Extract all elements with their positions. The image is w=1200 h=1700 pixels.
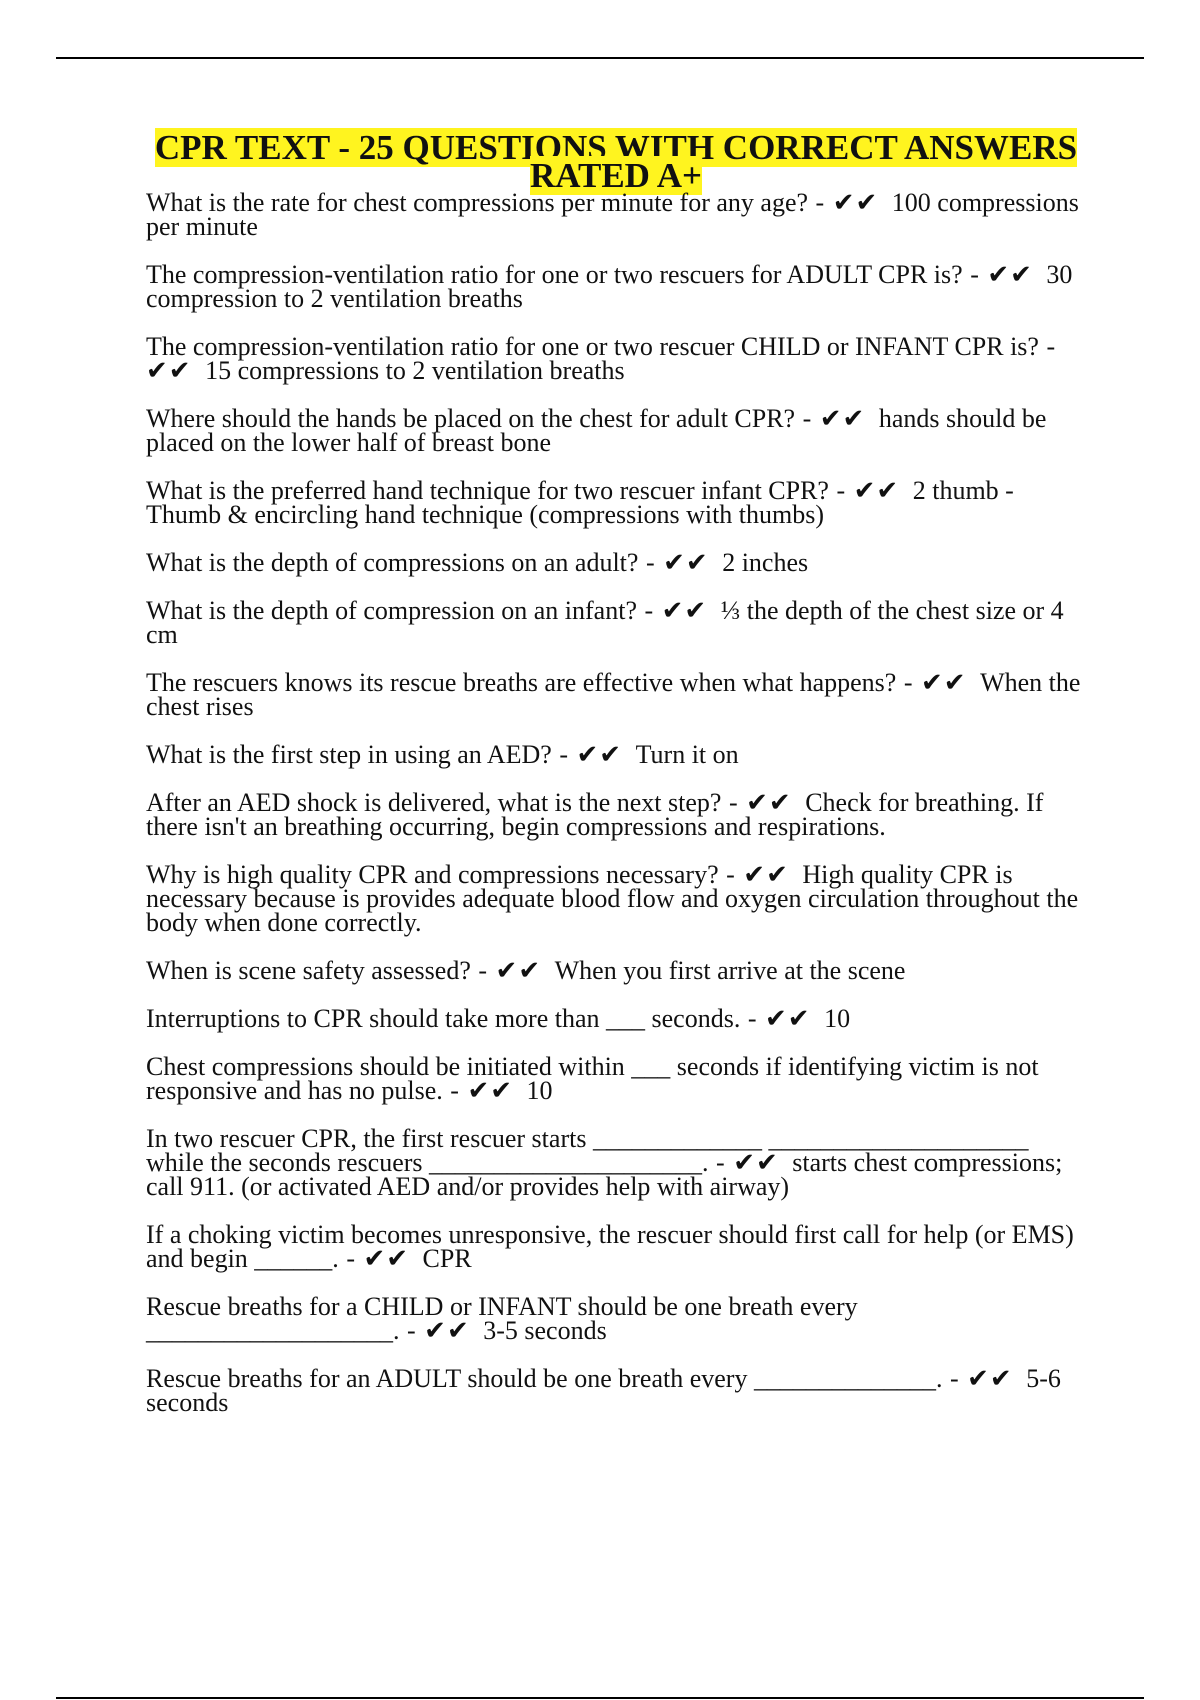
qa-item (146, 1220, 1091, 1273)
question-text: What is the depth of compression on an infant? (146, 596, 637, 625)
check-marks-separator: - ✔✔ (338, 1244, 417, 1273)
qa-item (146, 404, 1091, 457)
question-text: What is the preferred hand technique for two rescuer infant CPR? (146, 476, 829, 505)
check-marks-separator: - ✔✔ (636, 596, 715, 625)
question-text: What is the first step in using an AED? (146, 740, 552, 769)
question-text: Why is high quality CPR and compressions necessary? (146, 860, 719, 889)
question-text: The rescuers knows its rescue breaths are effective when what happens? (146, 668, 897, 697)
check-marks-separator: - ✔✔ (896, 668, 975, 697)
check-marks-separator: - ✔✔ (399, 1316, 478, 1345)
question-text: Chest compressions should be initiated within ___ seconds if identifying victim is not responsive and has no pulse. (146, 1052, 1039, 1105)
qa-item (146, 596, 1091, 649)
check-marks-separator: - ✔✔ (718, 860, 797, 889)
check-marks-separator: - ✔✔ (942, 1364, 1021, 1393)
question-text: After an AED shock is delivered, what is the next step? (146, 788, 722, 817)
qa-item (146, 668, 1091, 721)
check-marks-separator: - ✔✔ (962, 260, 1041, 289)
question-text: In two rescuer CPR, the first rescuer starts _____________ ____________________ while the seconds rescuers _____________________. (146, 1124, 1029, 1177)
answer-text: ⅓ the depth of the chest size or 4 cm (146, 596, 1064, 649)
answer-text: Check for breathing. If there isn't an breathing occurring, begin compressions and respirations. (146, 788, 1044, 841)
qa-item (146, 1124, 1091, 1201)
question-text: The compression-ventilation ratio for one or two rescuers for ADULT CPR is? (146, 260, 963, 289)
check-marks-separator: - ✔✔ (470, 956, 549, 985)
check-marks-separator: - ✔✔ (828, 476, 907, 505)
qa-item (146, 1292, 1091, 1345)
question-text: Where should the hands be placed on the chest for adult CPR? (146, 404, 796, 433)
answer-text: 10 (824, 1004, 851, 1033)
answer-text: 100 compressions per minute (146, 188, 1079, 241)
question-text: Rescue breaths for an ADULT should be one breath every ______________. (146, 1364, 943, 1393)
check-marks-separator: - ✔✔ (146, 332, 1057, 385)
check-marks-separator: - ✔✔ (708, 1148, 787, 1177)
answer-text: When the chest rises (146, 668, 1081, 721)
qa-item (146, 188, 1091, 241)
qa-item (146, 260, 1091, 313)
qa-item (146, 1052, 1091, 1105)
check-marks-separator: - ✔✔ (795, 404, 873, 433)
page-top-rule (56, 57, 1144, 59)
check-marks-separator: - ✔✔ (740, 1004, 819, 1033)
answer-text: Turn it on (635, 740, 739, 769)
qa-item (146, 476, 1091, 529)
document-title: CPR TEXT - 25 QUESTIONS WITH CORRECT ANSWERS RATED A+ (154, 128, 1078, 195)
answer-text: 2 inches (722, 548, 809, 577)
answer-text: 10 (526, 1076, 553, 1105)
check-marks-separator: - ✔✔ (721, 788, 800, 817)
question-text: The compression-ventilation ratio for one or two rescuer CHILD or INFANT CPR is? (146, 332, 1039, 361)
qa-item (146, 332, 1091, 385)
answer-text: 5-6 seconds (146, 1364, 1061, 1417)
check-marks-separator: - ✔✔ (551, 740, 630, 769)
check-marks-separator: - ✔✔ (638, 548, 717, 577)
page-bottom-rule (56, 1697, 1144, 1699)
qa-item (146, 1004, 1091, 1033)
qa-item (146, 788, 1091, 841)
answer-text: hands should be placed on the lower half of breast bone (146, 404, 1047, 457)
qa-item (146, 956, 1091, 985)
answer-text: 15 compressions to 2 ventilation breaths (205, 356, 625, 385)
question-text: Interruptions to CPR should take more than ___ seconds. (146, 1004, 741, 1033)
qa-item (146, 548, 1091, 577)
question-text: If a choking victim becomes unresponsive, the rescuer should first call for help (or EMS) and begin ______. (146, 1220, 1074, 1273)
question-text: What is the rate for chest compressions per minute for any age? (146, 188, 809, 217)
check-marks-separator: - ✔✔ (442, 1076, 521, 1105)
answer-text: starts chest compressions; call 911. (or activated AED and/or provides help with airway) (146, 1148, 1063, 1201)
qa-item (146, 1364, 1091, 1417)
question-text: What is the depth of compressions on an adult? (146, 548, 639, 577)
answer-text: 30 compression to 2 ventilation breaths (146, 260, 1073, 313)
answer-text: 3-5 seconds (483, 1316, 607, 1345)
title-block (146, 128, 1086, 195)
answer-text: 2 thumb - Thumb & encircling hand technique (compressions with thumbs) (146, 476, 1014, 529)
answer-text: High quality CPR is necessary because is provides adequate blood flow and oxygen circulation throughout the body when done correctly. (146, 860, 1079, 937)
answer-text: CPR (422, 1244, 472, 1273)
answer-text: When you first arrive at the scene (554, 956, 906, 985)
question-text: Rescue breaths for a CHILD or INFANT should be one breath every ___________________. (146, 1292, 858, 1345)
check-marks-separator: - ✔✔ (808, 188, 886, 217)
question-text: When is scene safety assessed? (146, 956, 471, 985)
qa-list (146, 188, 1091, 1439)
qa-item (146, 740, 1091, 769)
qa-item (146, 860, 1091, 937)
